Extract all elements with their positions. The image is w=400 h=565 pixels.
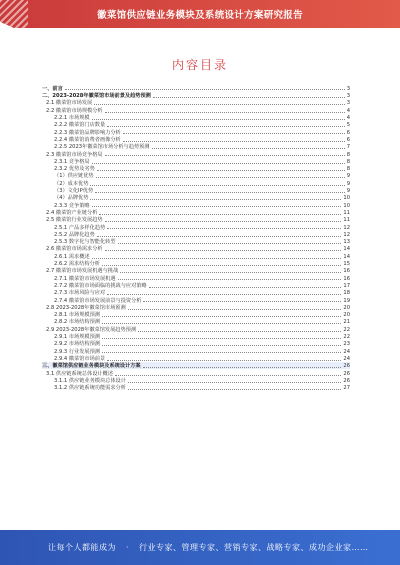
- toc-entry-page: 21: [343, 319, 350, 326]
- toc-entry-page: 24: [343, 355, 350, 362]
- toc-entry-label: 2.8.1 市场规模预测: [54, 312, 100, 319]
- toc-leader-dots: [90, 185, 344, 186]
- toc-entry[interactable]: [42, 260, 350, 267]
- toc-entry[interactable]: [42, 121, 350, 128]
- toc-entry[interactable]: [42, 347, 350, 354]
- toc-leader-dots: [138, 331, 341, 332]
- toc-entry-page: 9: [346, 188, 350, 195]
- toc-leader-dots: [123, 141, 345, 142]
- toc-entry[interactable]: [42, 223, 350, 230]
- toc-entry-label: 2.5.3 数字化与智能化转型: [54, 239, 116, 246]
- page-header: [0, 0, 400, 28]
- footer-slogan-lead: 让每个人都能成为: [48, 543, 116, 552]
- toc-leader-dots: [65, 89, 345, 90]
- toc-entry-page: 24: [343, 348, 350, 355]
- toc-entry-label: 3.1.2 供应链系统功能需求分析: [54, 385, 126, 392]
- toc-entry[interactable]: [42, 92, 350, 100]
- toc-entry-label: 2.9.2 市场结构预测: [54, 341, 100, 348]
- toc-entry-page: 16: [343, 275, 350, 282]
- toc-entry-label: 2.7 徽菜馆市场发展机遇与挑战: [46, 268, 119, 275]
- footer-role: 行业专家: [139, 543, 174, 552]
- toc-leader-dots: [92, 163, 345, 164]
- toc-entry[interactable]: [42, 128, 350, 135]
- toc-entry-page: 18: [343, 290, 350, 297]
- toc-entry-page: 22: [343, 333, 350, 340]
- toc-entry-label: （2）成本优势: [54, 180, 89, 187]
- footer-role: 成功企业家……: [309, 543, 369, 552]
- toc-entry-page: 22: [343, 326, 350, 333]
- toc-entry-page: 3: [346, 85, 350, 92]
- toc-entry-label: 2.9.1 市场规模预测: [54, 333, 100, 340]
- toc-entry-label: 2.5 徽菜馆行业发展趋势: [46, 217, 103, 224]
- toc-leader-dots: [102, 345, 341, 346]
- toc-leader-dots: [90, 199, 341, 200]
- toc-entry[interactable]: [42, 150, 350, 157]
- footer-role: 管理专家: [181, 543, 216, 552]
- toc-entry-page: 14: [343, 246, 350, 253]
- toc-entry-label: 2.3.3 竞争策略: [54, 202, 90, 209]
- toc-entry-page: 20: [343, 312, 350, 319]
- footer-slogan: 让每个人都能成为 · 行业专家、管理专家、营销专家、战略专家、成功企业家……: [48, 543, 369, 552]
- toc-entry[interactable]: [42, 201, 350, 208]
- footer-role: 营销专家: [224, 543, 259, 552]
- toc-leader-dots: [97, 170, 345, 171]
- toc-entry-page: 11: [343, 217, 350, 224]
- toc-entry-page: 4: [346, 115, 350, 122]
- toc-entry[interactable]: [42, 325, 350, 332]
- toc-entry-page: 10: [343, 202, 350, 209]
- toc-leader-dots: [102, 323, 341, 324]
- toc-leader-dots: [143, 367, 342, 368]
- toc-entry-page: 19: [343, 297, 350, 304]
- toc-entry[interactable]: [42, 296, 350, 303]
- toc-entry[interactable]: [42, 143, 350, 150]
- report-title: 徽菜馆供应链业务模块及系统设计方案研究报告: [97, 10, 303, 21]
- toc-entry-label: 2.9.3 行业发展预测: [54, 348, 100, 355]
- toc-entry-label: 2.2 徽菜馆市场规模分析: [46, 107, 103, 114]
- toc-entry[interactable]: [42, 165, 350, 172]
- toc-entry-label: 2.5.1 产品多样化趋势: [54, 224, 106, 231]
- toc-entry[interactable]: [42, 369, 350, 376]
- toc-entry-label: 一、前言: [42, 85, 63, 92]
- toc-entry-label: 2.6 徽菜馆市场需求分析: [46, 246, 103, 253]
- toc-entry-page: 9: [346, 180, 350, 187]
- toc-entry-label: 2.4 徽菜馆产业链分析: [46, 209, 98, 216]
- toc-entry-page: 12: [343, 224, 350, 231]
- toc-entry[interactable]: [42, 114, 350, 121]
- toc-entry-page: 26: [343, 363, 350, 370]
- toc-entry-page: 15: [343, 261, 350, 268]
- toc-entry-label: （1）供应链优势: [54, 173, 94, 180]
- toc-leader-dots: [152, 148, 345, 149]
- toc-entry-label: 3.1 供应链系统总体设计概述: [46, 370, 113, 377]
- toc-entry[interactable]: [42, 238, 350, 245]
- toc-entry-label: 2.6.1 需求概述: [54, 253, 90, 260]
- toc-entry-label: 2.2.3 徽菜馆品牌影响力分析: [54, 129, 121, 136]
- toc-entry-page: 23: [343, 341, 350, 348]
- toc-entry-page: 13: [343, 239, 350, 246]
- toc-entry-page: 26: [343, 370, 350, 377]
- toc-leader-dots: [120, 272, 341, 273]
- toc-entry-page: 5: [346, 122, 350, 129]
- toc-entry[interactable]: [42, 377, 350, 384]
- toc-entry[interactable]: [42, 158, 350, 165]
- toc-entry-label: 2.9 2023-2028年徽菜馆发展趋势预测: [46, 326, 137, 333]
- toc-entry[interactable]: [42, 252, 350, 259]
- toc-entry-label: 三、徽菜馆供应链业务模块及系统设计方案: [42, 363, 141, 370]
- toc-entry-label: 2.2.5 2023年徽菜馆市场分析与趋势预测: [54, 144, 150, 151]
- toc-entry[interactable]: [42, 172, 350, 179]
- toc-entry-label: 2.8 2023-2028年徽菜馆市场预测: [46, 304, 126, 311]
- toc-leader-dots: [92, 258, 342, 259]
- toc-entry-label: 2.3.2 优势及劣势: [54, 166, 95, 173]
- toc-entry[interactable]: [42, 355, 350, 362]
- toc-entry-label: 2.5.2 品牌化趋势: [54, 231, 95, 238]
- toc-entry-label: 2.6.2 需求结构分析: [54, 261, 100, 268]
- toc-leader-dots: [102, 316, 341, 317]
- toc-entry[interactable]: [42, 333, 350, 340]
- toc-leader-dots: [128, 382, 341, 383]
- toc-entry[interactable]: [42, 209, 350, 216]
- toc-entry-label: 2.3.1 竞争格局: [54, 158, 90, 165]
- toc-leader-dots: [105, 112, 345, 113]
- toc-entry[interactable]: [42, 187, 350, 194]
- toc-leader-dots: [95, 192, 345, 193]
- toc-leader-dots: [143, 301, 341, 302]
- toc-leader-dots: [118, 279, 342, 280]
- toc-entry[interactable]: [42, 318, 350, 325]
- toc-entry-label: 3.1.1 供应链业务模块总体设计: [54, 378, 126, 385]
- toc-entry-page: 6: [346, 136, 350, 143]
- toc-entry-page: 16: [343, 268, 350, 275]
- toc-leader-dots: [123, 133, 345, 134]
- table-of-contents: [42, 84, 350, 391]
- toc-entry[interactable]: [42, 289, 350, 296]
- toc-entry-page: 26: [343, 378, 350, 385]
- toc-entry-page: 10: [343, 195, 350, 202]
- toc-entry-label: 2.9.4 徽菜馆市场前景: [54, 355, 106, 362]
- toc-entry-label: （4）品牌优势: [54, 195, 89, 202]
- toc-leader-dots: [96, 177, 345, 178]
- toc-leader-dots: [105, 221, 342, 222]
- toc-leader-dots: [92, 206, 342, 207]
- toc-entry[interactable]: [42, 311, 350, 318]
- toc-entry-label: 2.7.1 徽菜馆市场发展机遇: [54, 275, 116, 282]
- toc-entry[interactable]: [42, 304, 350, 311]
- toc-entry-page: 11: [343, 209, 350, 216]
- toc-leader-dots: [97, 236, 342, 237]
- toc-leader-dots: [115, 375, 341, 376]
- toc-leader-dots: [128, 389, 341, 390]
- toc-entry[interactable]: [42, 384, 350, 391]
- toc-entry[interactable]: [42, 231, 350, 238]
- toc-leader-dots: [105, 155, 345, 156]
- toc-entry-page: 20: [343, 304, 350, 311]
- toc-entry-label: 二、2023-2028年徽菜馆市场前景及趋势预测: [42, 93, 151, 100]
- toc-leader-dots: [128, 309, 342, 310]
- toc-entry-label: 2.2.1 市场规模: [54, 115, 90, 122]
- toc-leader-dots: [94, 104, 344, 105]
- toc-entry[interactable]: [42, 282, 350, 289]
- toc-entry-page: 14: [343, 253, 350, 260]
- toc-entry-label: （3）文化IP优势: [54, 188, 94, 195]
- toc-entry-label: 2.3 徽菜馆市场竞争格局: [46, 151, 103, 158]
- toc-leader-dots: [107, 228, 341, 229]
- toc-entry[interactable]: [42, 106, 350, 113]
- toc-leader-dots: [105, 250, 342, 251]
- footer-role: 战略专家: [266, 543, 301, 552]
- toc-leader-dots: [149, 287, 342, 288]
- toc-entry-label: 2.2.2 徽菜馆门店数量: [54, 122, 106, 129]
- toc-entry-page: 8: [346, 158, 350, 165]
- toc-entry-page: 7: [346, 144, 350, 151]
- toc-entry[interactable]: [42, 84, 350, 92]
- toc-entry-label: 2.8.2 市场结构预测: [54, 319, 100, 326]
- toc-entry-page: 17: [343, 282, 350, 289]
- toc-leader-dots: [107, 294, 341, 295]
- toc-heading: 内容目录: [171, 58, 228, 72]
- toc-entry-page: 3: [346, 100, 350, 107]
- toc-leader-dots: [153, 97, 345, 98]
- toc-leader-dots: [99, 214, 341, 215]
- toc-leader-dots: [92, 119, 345, 120]
- toc-entry-page: 12: [343, 231, 350, 238]
- toc-entry-page: 27: [343, 385, 350, 392]
- toc-entry[interactable]: [42, 340, 350, 347]
- toc-leader-dots: [102, 352, 341, 353]
- toc-entry[interactable]: [42, 194, 350, 201]
- toc-entry[interactable]: [42, 274, 350, 281]
- toc-entry-label: 2.1 徽菜馆市场发展: [46, 100, 93, 107]
- toc-entry-page: 3: [346, 93, 350, 100]
- toc-entry[interactable]: [42, 245, 350, 252]
- toc-leader-dots: [107, 360, 341, 361]
- toc-entry-label: 2.7.4 徽菜馆市场发展前景与投资分析: [54, 297, 142, 304]
- toc-entry-page: 9: [346, 173, 350, 180]
- toc-leader-dots: [118, 243, 342, 244]
- toc-entry-page: 4: [346, 107, 350, 114]
- toc-entry-page: 8: [346, 166, 350, 173]
- toc-leader-dots: [107, 126, 345, 127]
- toc-entry[interactable]: [42, 267, 350, 274]
- toc-entry[interactable]: [42, 179, 350, 186]
- toc-entry[interactable]: [42, 216, 350, 223]
- toc-leader-dots: [102, 265, 341, 266]
- toc-entry-label: 2.2.4 徽菜馆消费者画像分析: [54, 136, 121, 143]
- toc-entry-page: 8: [346, 151, 350, 158]
- toc-leader-dots: [102, 338, 341, 339]
- toc-entry-page: 6: [346, 129, 350, 136]
- page-footer: [0, 530, 400, 565]
- toc-entry[interactable]: [42, 362, 350, 370]
- toc-entry-label: 2.7.3 市场风险与应对: [54, 290, 106, 297]
- toc-entry[interactable]: [42, 136, 350, 143]
- toc-entry[interactable]: [42, 99, 350, 106]
- toc-entry-label: 2.7.2 徽菜馆市场面临的挑战与应对策略: [54, 282, 147, 289]
